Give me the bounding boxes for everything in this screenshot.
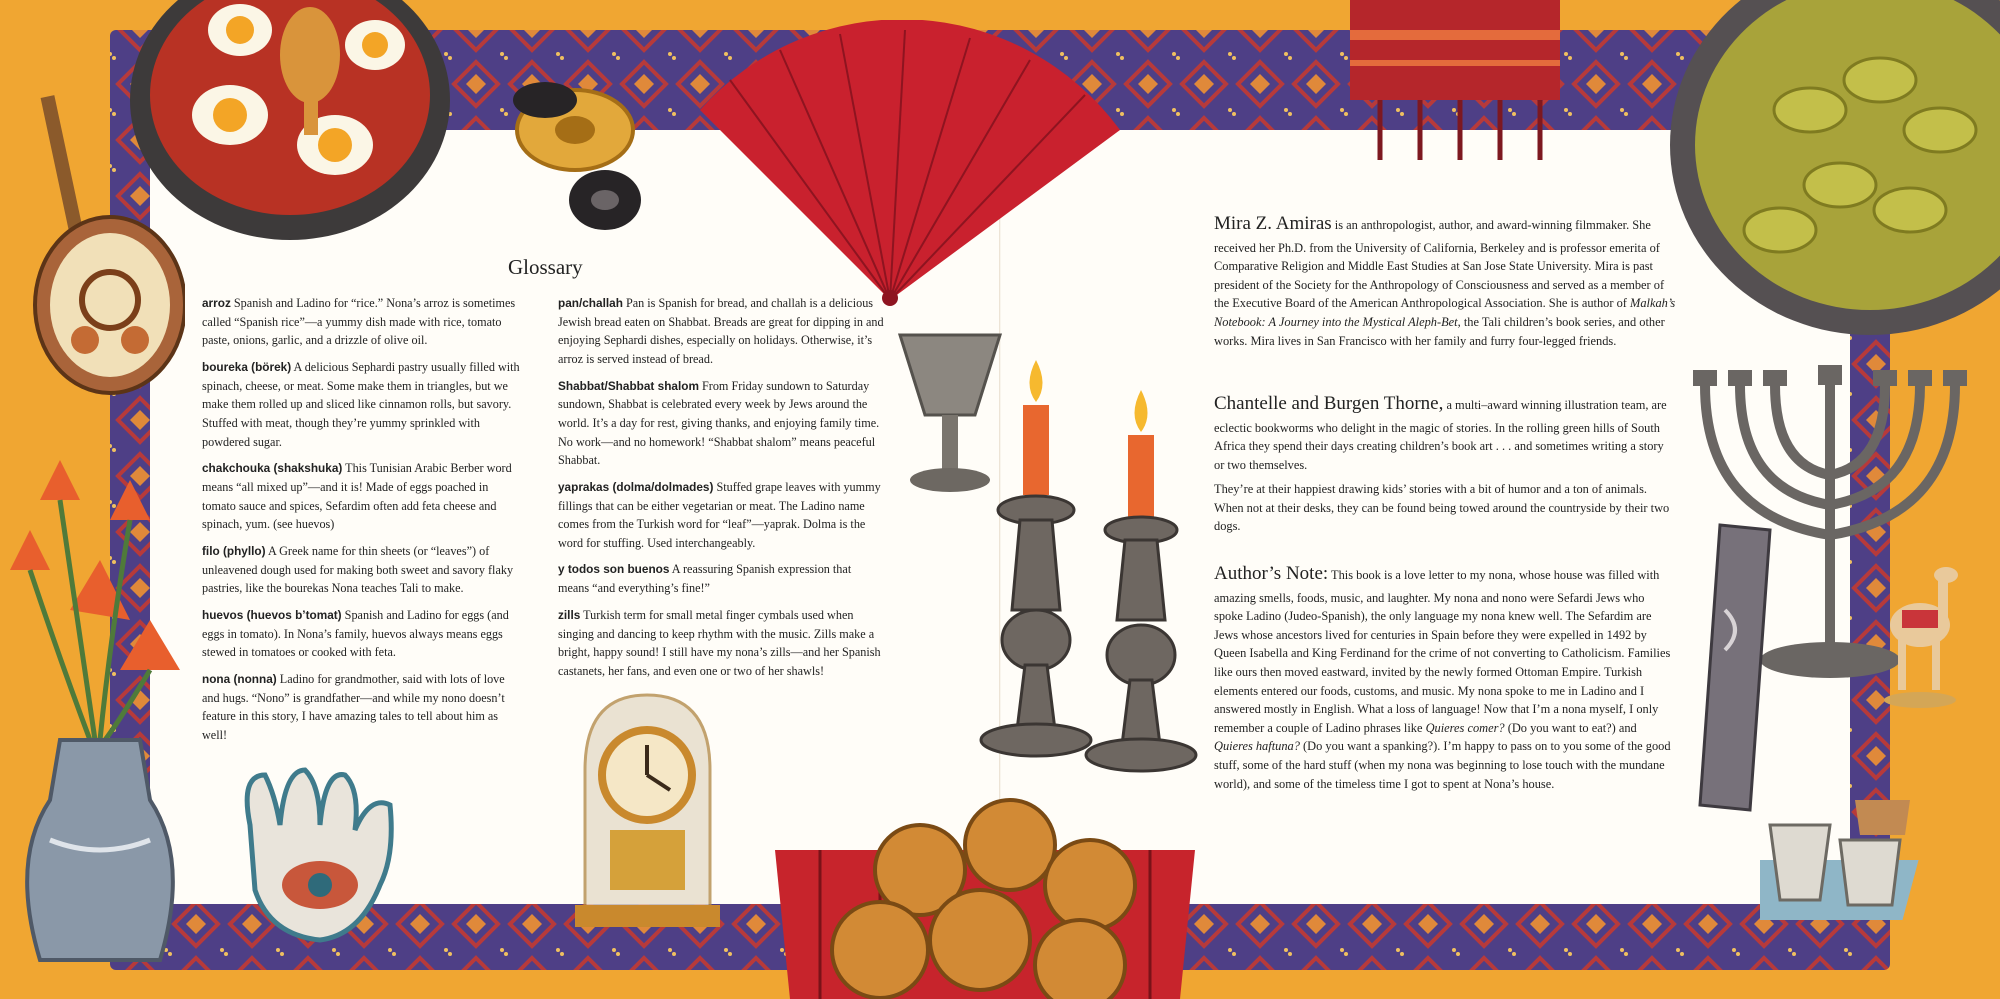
author-bio bbox=[1214, 210, 1676, 350]
ladino-phrase: Quieres haftuna? bbox=[1214, 739, 1300, 754]
glossary-term: yaprakas (dolma/dolmades) bbox=[558, 479, 714, 494]
glossary-definition: A reassuring Spanish expression that means “and everything’s fine!” bbox=[558, 562, 852, 596]
glossary-entry bbox=[202, 459, 524, 534]
camel-icon bbox=[1880, 560, 1960, 710]
glossary-column-right bbox=[558, 294, 884, 688]
red-shawl-icon bbox=[1350, 0, 1560, 165]
glossary-term: nona (nonna) bbox=[202, 671, 277, 686]
glossary-definition: Ladino for grandmother, said with lots of love and hugs. “Nono” is grandfather—and while my nono doesn’t feature in this story, I have amazing tales to tell about him as well! bbox=[202, 671, 505, 742]
author-name: Mira Z. Amiras bbox=[1214, 213, 1332, 234]
glossary-entry bbox=[202, 606, 524, 662]
candlesticks-icon bbox=[965, 360, 1215, 785]
glossary-definition: This Tunisian Arabic Berber word means “all mixed up”—and it is! Made of eggs poached in tomato sauce and spices, Sefardim often add feta cheese and spinach, yum. (see huevos) bbox=[202, 461, 512, 532]
authors-note-text: This book is a love letter to my nona, whose house was filled with amazing smells, foods, music, and laughter. My nona and nono were Sefardi Jews who spoke Ladino (Judeo-Spanish), the only language my nona knew well. The Sefardim are Jews whose ancestors lived for centuries in Spain before they were expelled in 1492 by Queen Isabella and King Ferdinand for the crime of not converting to Catholicism. Families like ours then moved eastward, invited by the newly formed Ottoman Empire. Turkish elements entered our foods, customs, and music. My nona spoke to me in Ladino and I answered mostly in English. What a loss of language! Now that I’m a nona myself, I only remember a couple of Ladino phrases like bbox=[1214, 568, 1671, 735]
glossary-entry bbox=[558, 606, 884, 681]
flowers-vase-icon bbox=[0, 440, 200, 999]
glossary-definition: Stuffed grape leaves with yummy fillings that can be either vegetarian or meat. The Ladino name comes from the Turkish word for “leaf”—yaprak. Dolma is the word for stuffing. Used interchangeably. bbox=[558, 479, 881, 550]
glossary-definition: A delicious Sephardi pastry usually filled with spinach, cheese, or meat. Some make them in triangles, but we make them rolled up and sliced like cinnamon rolls, but savory. Stuffed with meat, though they’re yummy sprinkled with powdered sugar. bbox=[202, 360, 520, 449]
glossary-term: arroz bbox=[202, 296, 231, 310]
authors-note-title: Author’s Note: bbox=[1214, 563, 1329, 584]
glossary-term: boureka (börek) bbox=[202, 360, 292, 375]
dolma-pan-icon bbox=[1640, 0, 2000, 340]
glossary-term: filo (phyllo) bbox=[202, 543, 266, 558]
glossary-entry bbox=[558, 294, 884, 369]
glossary-definition: Spanish and Ladino for eggs (and eggs in tomato). In Nona’s family, huevos always means eggs stewed in tomatoes or cooked with feta. bbox=[202, 607, 509, 660]
glossary-term: Shabbat/Shabbat shalom bbox=[558, 378, 699, 393]
author-bio-text: , the Tali children’s book series, and other works. Mira lives in San Francisco with her family and furry four-legged friends. bbox=[1214, 314, 1665, 348]
tea-glasses-icon bbox=[1760, 780, 1940, 930]
glossary-term: y todos son buenos bbox=[558, 562, 670, 577]
glossary-term: huevos (huevos b’tomat) bbox=[202, 607, 342, 622]
finger-cymbals-icon bbox=[505, 60, 655, 245]
glossary-entry bbox=[558, 377, 884, 470]
illustrators-bio bbox=[1214, 390, 1676, 474]
illustrators-bio-2: They’re at their happiest drawing kids’ stories with a bit of humor and a ton of animals. When not at their desks, they can be found being towed around the countryside by their two dogs. bbox=[1214, 482, 1670, 534]
glossary-entry bbox=[558, 478, 884, 553]
glossary-column-left bbox=[202, 294, 524, 752]
glossary-definition: Pan is Spanish for bread, and challah is a delicious Jewish bread eaten on Shabbat. Breads are great for dipping in and enjoying Sephardi dishes, especially on holidays. Otherwise, it’s arroz is served instead of bread. bbox=[558, 296, 884, 367]
glossary-entry bbox=[202, 358, 524, 451]
glossary-term: zills bbox=[558, 607, 581, 622]
challah-basket-icon bbox=[760, 790, 1210, 999]
mezuzah-icon bbox=[1690, 520, 1780, 820]
glossary-term: pan/challah bbox=[558, 296, 623, 310]
authors-note-text: (Do you want to eat?) and bbox=[1504, 720, 1637, 735]
authors-note-text: (Do you want a spanking?). I’m happy to pass on to you some of the good stuff, some of the hard stuff (when my nona was beginning to lose touch with the mundane world), and some of the timeless time I got to spent at Nona’s house. bbox=[1214, 739, 1671, 791]
clock-icon bbox=[565, 690, 730, 930]
glossary-entry bbox=[558, 560, 884, 597]
oud-icon bbox=[15, 95, 185, 395]
illustrators-name: Chantelle and Burgen Thorne, bbox=[1214, 393, 1444, 414]
authors-note bbox=[1214, 560, 1676, 793]
glossary-entry bbox=[202, 670, 524, 745]
glossary-term: chakchouka (shakshuka) bbox=[202, 461, 343, 476]
glossary-definition: From Friday sundown to Saturday sundown, Shabbat is celebrated every week by Jews around the world. It’s a day for rest, giving thanks, and enjoying family time. No work—and no homework! “Shabbat shalom” means peaceful Shabbat. bbox=[558, 378, 880, 468]
author-book-title: Malkah’s Notebook: A Journey into the Mystical Aleph-Bet bbox=[1214, 296, 1676, 329]
glossary-definition: Spanish and Ladino for “rice.” Nona’s arroz is sometimes called “Spanish rice”—a yummy dish made with rice, tomato paste, onions, garlic, and a drizzle of olive oil. bbox=[202, 296, 516, 348]
glossary-definition: A Greek name for thin sheets (or “leaves”) of unleavened dough used for making both sweet and savory flaky pastries, like the bourekas Nona teaches Tali to make. bbox=[202, 543, 514, 596]
glossary-definition: Turkish term for small metal finger cymbals used when singing and dancing to keep rhythm with the music. Zills make a bright, happy sound! I still have my nona’s zills—and her Spanish castanets, her fans, and even one or two of her shawls! bbox=[558, 607, 881, 678]
glossary-entry bbox=[202, 542, 524, 598]
red-fan-icon bbox=[690, 20, 1140, 320]
glossary-entry bbox=[202, 294, 524, 350]
glossary-title: Glossary bbox=[508, 255, 583, 279]
ladino-phrase: Quieres comer? bbox=[1425, 720, 1505, 735]
hamsa-icon bbox=[220, 765, 420, 945]
author-bio-text: is an anthropologist, author, and award-winning filmmaker. She received her Ph.D. from the University of California, Berkeley and is professor emerita of Comparative Religion and Middle East Studies at San Jose State University. Mira is past president of the Society for the Anthropology of Consciousness and served as a member of the Executive Board of the American Anthropological Association. She is author of bbox=[1214, 218, 1665, 311]
illustrators-bio-text: a multi–award winning illustration team, are eclectic bookworms who delight in the magic of stories. In the rolling green hills of South Africa they spend their days creating children’s book art . . . and sometimes writing a story or two themselves. bbox=[1214, 398, 1667, 472]
